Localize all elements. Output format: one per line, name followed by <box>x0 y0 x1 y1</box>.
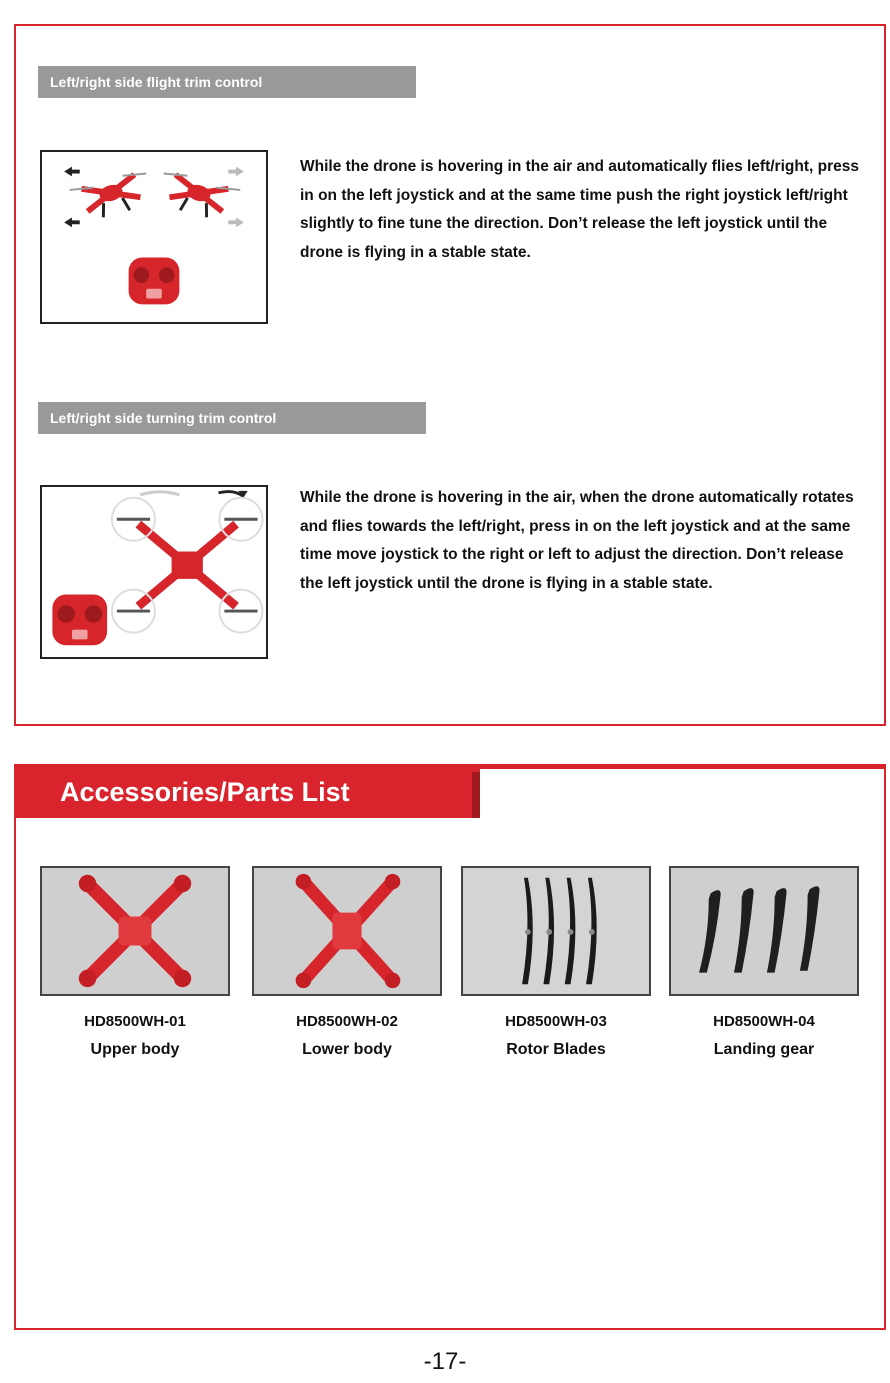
turning-trim-description: While the drone is hovering in the air, when the drone automatically rotates and flies towards the left/right, press in on the left joystick and at the same time move joystick to the right or left to adjust the direction. Don’t release the left joystick until the drone is flying in a stable state. <box>300 489 854 592</box>
part-photo-rotor-blades <box>461 866 651 996</box>
drone-icon <box>112 498 262 633</box>
flight-trim-description: While the drone is hovering in the air and automatically flies left/right, press in on the left joystick and at the same time push the right joystick left/right slightly to fine tune the direction. Don’t release the left joystick until the drone is flying in a stable state. <box>300 158 859 261</box>
flight-trim-illustration <box>40 150 268 324</box>
remote-controller-icon <box>129 258 180 305</box>
part-name: Lower body <box>302 1041 392 1058</box>
part-photo-landing-gear <box>669 866 859 996</box>
part-name: Landing gear <box>713 1041 815 1058</box>
part-item <box>461 866 651 1060</box>
drone-icon <box>70 170 155 224</box>
part-code: HD8500WH-02 <box>296 1013 398 1030</box>
part-item <box>252 866 442 1060</box>
drone-icon <box>156 170 241 224</box>
accessories-top-rule <box>476 764 886 769</box>
turning-trim-header: Left/right side turning trim control <box>38 402 426 434</box>
part-item <box>40 866 230 1060</box>
part-name: Rotor Blades <box>506 1041 606 1058</box>
rotate-arrow-icon <box>140 492 179 495</box>
part-code: HD8500WH-04 <box>713 1013 815 1030</box>
part-photo-lower-body <box>252 866 442 996</box>
accessories-title: Accessories/Parts List <box>60 777 350 807</box>
remote-controller-icon <box>52 594 107 645</box>
part-item <box>669 866 859 1060</box>
part-photo-upper-body <box>40 866 230 996</box>
part-name: Upper body <box>90 1041 180 1058</box>
part-code: HD8500WH-01 <box>84 1013 186 1030</box>
page-number: -17- <box>423 1348 467 1375</box>
flight-trim-header: Left/right side flight trim control <box>38 66 416 98</box>
part-code: HD8500WH-03 <box>505 1013 607 1030</box>
arrow-right-icon <box>228 167 244 228</box>
turning-trim-illustration <box>40 485 268 659</box>
arrow-left-icon <box>64 167 80 228</box>
